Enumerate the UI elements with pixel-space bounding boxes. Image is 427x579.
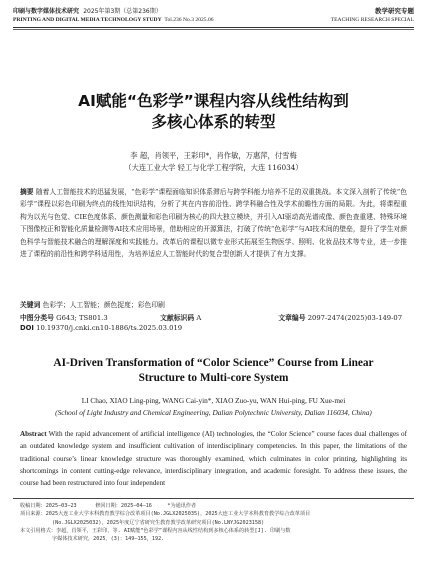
article-number-label: 文章编号 bbox=[278, 314, 306, 322]
issue-cn: 2025年第3期（总第236期） bbox=[83, 8, 162, 15]
authors-en: LI Chao, XIAO Ling-ping, WANG Cai-yin*, XIAO Zuo-yu, WAN Hui-ping, FU Xue-mei bbox=[81, 396, 346, 405]
doc-code-label: 文献标识码 bbox=[160, 314, 195, 322]
citation-line-2: 字媒体技术研究，2025，(3)：149—155，192. bbox=[52, 536, 165, 543]
abstract-cn bbox=[20, 186, 407, 260]
volume-en: Tol.236 No.3 2025.06 bbox=[164, 17, 214, 23]
keywords-cn bbox=[20, 299, 407, 309]
classification-row bbox=[20, 312, 407, 322]
doi-label: DOI bbox=[20, 324, 34, 332]
footnotes bbox=[20, 502, 411, 543]
clc-value: G643; TS801.3 bbox=[56, 314, 108, 322]
abstract-en-text: With the rapid advancement of artificial intelligence (AI) technologies, the “Color Science” course faces dual challenges of an outdated knowledge system and insufficient cultivation of interdisciplinary competencies. In this paper, the limitations of the traditional course’s linear knowledge structure was thoroughly examined, which culminates in color printing, highlighting its shortcomings in content cutting-edge relevance, interdisciplinary integration, and academic foresight. To address these issues, the course had been restructured into four independent bbox=[20, 430, 407, 488]
footnote-dates bbox=[20, 502, 411, 510]
running-header bbox=[13, 6, 414, 23]
authors-cn: 李 超，肖领平，王彩印*，肖作敏，万惠萍，付雪梅 bbox=[130, 151, 297, 160]
citation-line-1: 本文引用格式：李超，肖领平，王彩印，等. AI赋能“色彩学”课程内容从线性结构到多核心体系的转型[J]. 印刷与数 bbox=[20, 527, 291, 534]
doi-row bbox=[20, 324, 407, 332]
header-rule bbox=[13, 27, 414, 28]
abstract-en bbox=[20, 428, 407, 489]
affiliation-en: (School of Light Industry and Chemical Engineering, Dalian Polytechnic University, Dalian 116034, China) bbox=[55, 408, 372, 417]
article-title-en bbox=[0, 356, 427, 385]
funding-line-2: (No.JGLX2025032)，2025年度辽宁省研究生教育教学改革研究项目(No.LNYJG2023158) bbox=[52, 519, 265, 526]
article-number-value: 2097-2474(2025)03-149-07 bbox=[307, 314, 403, 322]
footnote-rule bbox=[13, 498, 414, 499]
corresponding-note: *为通讯作者 bbox=[167, 503, 197, 509]
title-en-line-1: AI-Driven Transformation of “Color Science” Course from Linear bbox=[53, 357, 374, 369]
revised-date: 修回日期：2025—04—16 bbox=[95, 503, 152, 509]
keywords-cn-text: 色彩学；人工智能；颜色捉度；彩色印刷 bbox=[42, 301, 165, 309]
keywords-cn-label: 关键词 bbox=[20, 301, 41, 309]
journal-name-en bbox=[13, 17, 214, 23]
title-cn-line-2: 多核心体系的转型 bbox=[151, 113, 276, 131]
title-cn-line-1: AI赋能“色彩学”课程内容从线性结构到 bbox=[78, 92, 349, 110]
abstract-en-label: Abstract bbox=[20, 430, 47, 438]
column-name-cn: 教学研究专题 bbox=[375, 7, 414, 15]
affiliation-cn: （大连工业大学 轻工与化学工程学院，大连 116034） bbox=[124, 163, 303, 172]
column-name-en: TEACHING RESEARCH SPECIAL bbox=[330, 17, 414, 23]
abstract-cn-text: 随着人工智能技术的迅猛发展，“色彩学”课程面临知识体系滞后与跨学科能力培养不足的双重挑战。本文深入剖析了传统“色彩学”课程以彩色印刷为终点的线性知识结构，分析了其在内容前沿性、跨学科融合性及学术前瞻性方面的局限。为此，将课程重构为以光与色觉、CIE色度体系、颜色测量和彩色印刷为核心的四大独立模块，并引入AI驱动高光谱成像、颜色查重建、特殊环境下图像校正和智能化质量检测等AI技术应用场景，借助相应的开源算法，打破了传统“色彩学”与AI技术间的壁垒，提升了学生对颜色科学与智能技术融合的理解深度和实践能力。改革后的课程以微专业形式拓展至生物医学、照明、化妆品技术等专业，进一步推进了课程的前沿性和跨学科适用性，为培养适应人工智能时代的复合型创新人才提供了有力支撑。 bbox=[20, 188, 407, 259]
clc-label: 中图分类号 bbox=[20, 314, 54, 322]
doc-code-value: A bbox=[196, 314, 202, 322]
journal-name-cn bbox=[13, 6, 162, 15]
title-en-line-2: Structure to Multi-core System bbox=[138, 371, 289, 384]
abstract-cn-label: 摘要 bbox=[20, 188, 34, 196]
journal-title-en: PRINTING AND DIGITAL MEDIA TECHNOLOGY STUDY bbox=[13, 17, 162, 23]
article-title-cn bbox=[0, 91, 427, 133]
doi-value: 10.19370/j.cnki.cn10-1886/ts.2025.03.019 bbox=[36, 324, 183, 332]
journal-title-cn: 印刷与数字媒体技术研究 bbox=[13, 8, 80, 15]
funding-line-1: 项目来源：2025大连工业大学本科教育教学综合改革项目(No.JGLX2025035)，2025大连工业大学本科教育教学综合改革项目 bbox=[20, 511, 311, 518]
received-date: 收稿日期：2025—03—23 bbox=[20, 503, 77, 509]
header-rule-thin bbox=[13, 29, 414, 30]
